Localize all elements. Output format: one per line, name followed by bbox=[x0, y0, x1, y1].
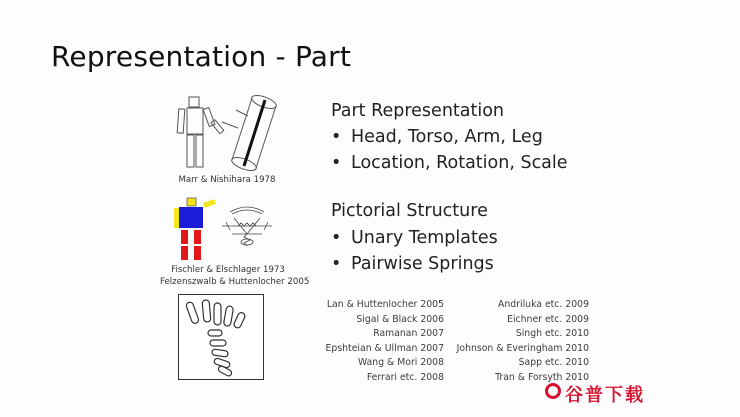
watermark-text: 谷普下载 bbox=[565, 385, 645, 406]
reference-item: Lan & Huttenlocher 2005 bbox=[326, 299, 444, 310]
bullet-text: Location, Rotation, Scale bbox=[351, 153, 568, 173]
pictorial-structure-figure bbox=[172, 196, 284, 262]
marr-nishihara-figure bbox=[172, 94, 284, 172]
bullet-text: Unary Templates bbox=[351, 228, 498, 248]
reference-item: Tran & Forsyth 2010 bbox=[495, 371, 589, 383]
bullet-glyph: • bbox=[331, 127, 342, 147]
reference-item: Wang & Mori 2008 bbox=[358, 357, 444, 369]
bullet-glyph: • bbox=[331, 228, 342, 248]
references-left bbox=[300, 298, 444, 386]
bullet-item bbox=[331, 127, 543, 147]
bullet-item bbox=[331, 254, 494, 274]
reference-item: Johnson & Everingham 2010 bbox=[456, 342, 589, 354]
section-heading-part-representation: Part Representation bbox=[331, 101, 505, 121]
reference-item: Andriluka etc. 2009 bbox=[498, 299, 589, 310]
references-right bbox=[440, 298, 589, 386]
reference-item: Ramanan 2007 bbox=[373, 328, 444, 340]
reference-item: Sapp etc. 2010 bbox=[518, 357, 589, 369]
caption-fischler: Fischler & Elschlager 1973 bbox=[171, 265, 285, 275]
reference-item: Epshteian & Ullman 2007 bbox=[325, 342, 444, 354]
caption-felzenszwalb: Felzenszwalb & Huttenlocher 2005 bbox=[160, 277, 310, 287]
bullet-glyph: • bbox=[331, 254, 342, 274]
bullet-glyph: • bbox=[331, 153, 342, 173]
reference-item: Singh etc. 2010 bbox=[515, 328, 589, 340]
bullet-item bbox=[331, 228, 498, 248]
reference-item: Ferrari etc. 2008 bbox=[366, 371, 444, 383]
bullet-item bbox=[331, 153, 568, 173]
slide-title: Representation - Part bbox=[51, 40, 352, 73]
section-heading-pictorial-structure: Pictorial Structure bbox=[331, 201, 488, 221]
caption-marr: Marr & Nishihara 1978 bbox=[178, 175, 276, 185]
reference-item: Eichner etc. 2009 bbox=[507, 313, 589, 325]
bullet-text: Pairwise Springs bbox=[351, 254, 494, 274]
reference-item: Sigal & Black 2006 bbox=[356, 313, 444, 325]
watermark-logo-icon bbox=[545, 383, 561, 399]
part-layout-figure bbox=[178, 294, 264, 380]
bullet-text: Head, Torso, Arm, Leg bbox=[351, 127, 543, 147]
